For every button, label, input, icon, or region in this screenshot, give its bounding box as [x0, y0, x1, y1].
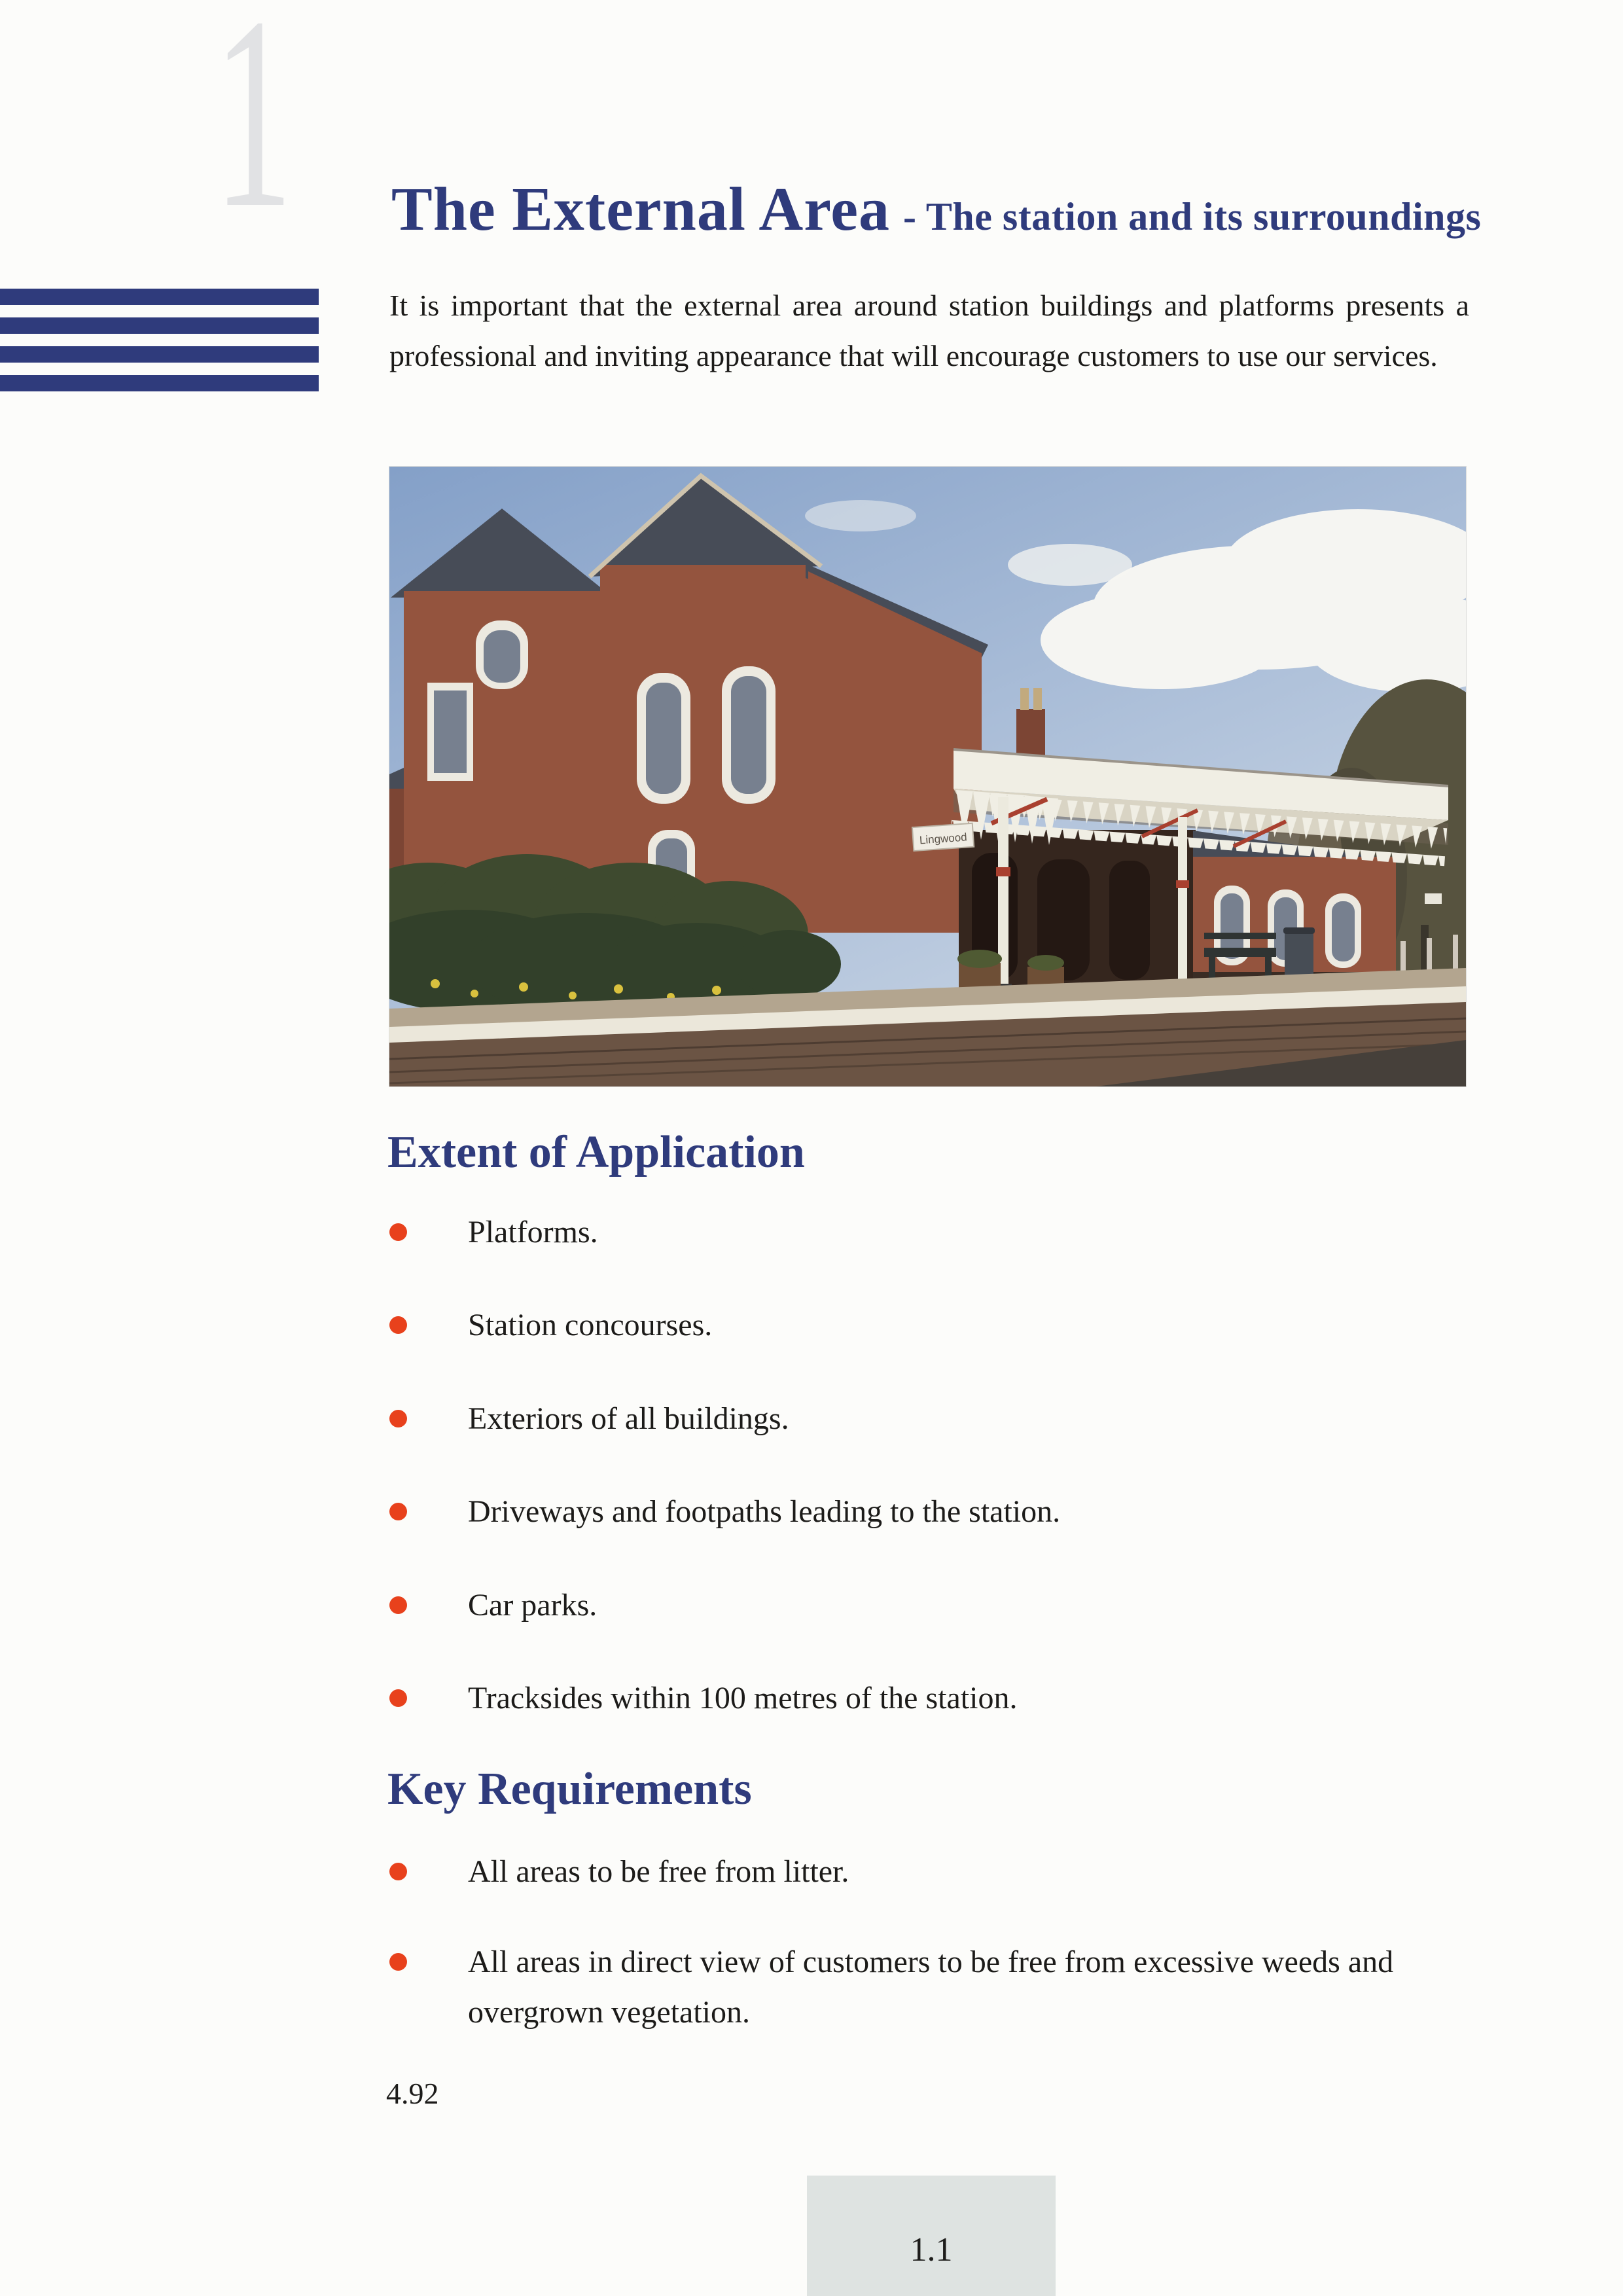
section-heading-key-requirements: Key Requirements: [387, 1764, 752, 1814]
chapter-stripes: [0, 289, 319, 391]
title-subtitle: - The station and its surroundings: [902, 195, 1482, 239]
station-photo-art: [389, 467, 1466, 1086]
station-sign: [912, 823, 974, 851]
bullet-text: Car parks.: [468, 1588, 597, 1623]
station-photo: [389, 467, 1466, 1086]
bullet-text: Exteriors of all buildings.: [468, 1401, 789, 1436]
list-item: [389, 1937, 1472, 2037]
title-main: The External Area: [391, 175, 890, 244]
stripe: [0, 346, 319, 363]
list-item: [389, 1214, 1472, 1251]
section-reference: 4.92: [386, 2077, 439, 2110]
stripe: [0, 375, 319, 391]
list-item: [389, 1307, 1472, 1344]
page-title: [391, 175, 1482, 244]
bullet-text: Platforms.: [468, 1215, 598, 1249]
bullet-icon: [389, 1863, 407, 1880]
bullet-icon: [389, 1223, 407, 1241]
list-item: [389, 1494, 1472, 1530]
bullet-icon: [389, 1316, 407, 1334]
page-number-box: [807, 2176, 1056, 2296]
section-heading-extent: Extent of Application: [387, 1127, 805, 1177]
list-item: [389, 1587, 1472, 1624]
intro-paragraph: It is important that the external area around station buildings and platforms presents a professional and inviting appearance that will encourage customers to use our services.: [389, 289, 1469, 372]
stripe: [0, 289, 319, 305]
bullet-icon: [389, 1689, 407, 1707]
bullet-text: Tracksides within 100 metres of the station.: [468, 1681, 1018, 1715]
list-item: [389, 1401, 1472, 1437]
bullet-text: All areas in direct view of customers to be free from excessive weeds and overgrown vegetation.: [468, 1945, 1394, 2030]
bullet-icon: [389, 1410, 407, 1427]
bullet-icon: [389, 1596, 407, 1614]
bullet-icon: [389, 1953, 407, 1971]
bullet-text: All areas to be free from litter.: [468, 1854, 849, 1889]
chapter-number: 1: [213, 0, 293, 264]
list-item: [389, 1846, 1472, 1897]
list-item: [389, 1680, 1472, 1717]
station-sign-label: Lingwood: [919, 831, 968, 847]
page-number: 1.1: [910, 2231, 953, 2269]
stripe: [0, 317, 319, 334]
bullet-icon: [389, 1503, 407, 1520]
bullet-text: Station concourses.: [468, 1308, 713, 1342]
bullet-text: Driveways and footpaths leading to the station.: [468, 1494, 1061, 1529]
